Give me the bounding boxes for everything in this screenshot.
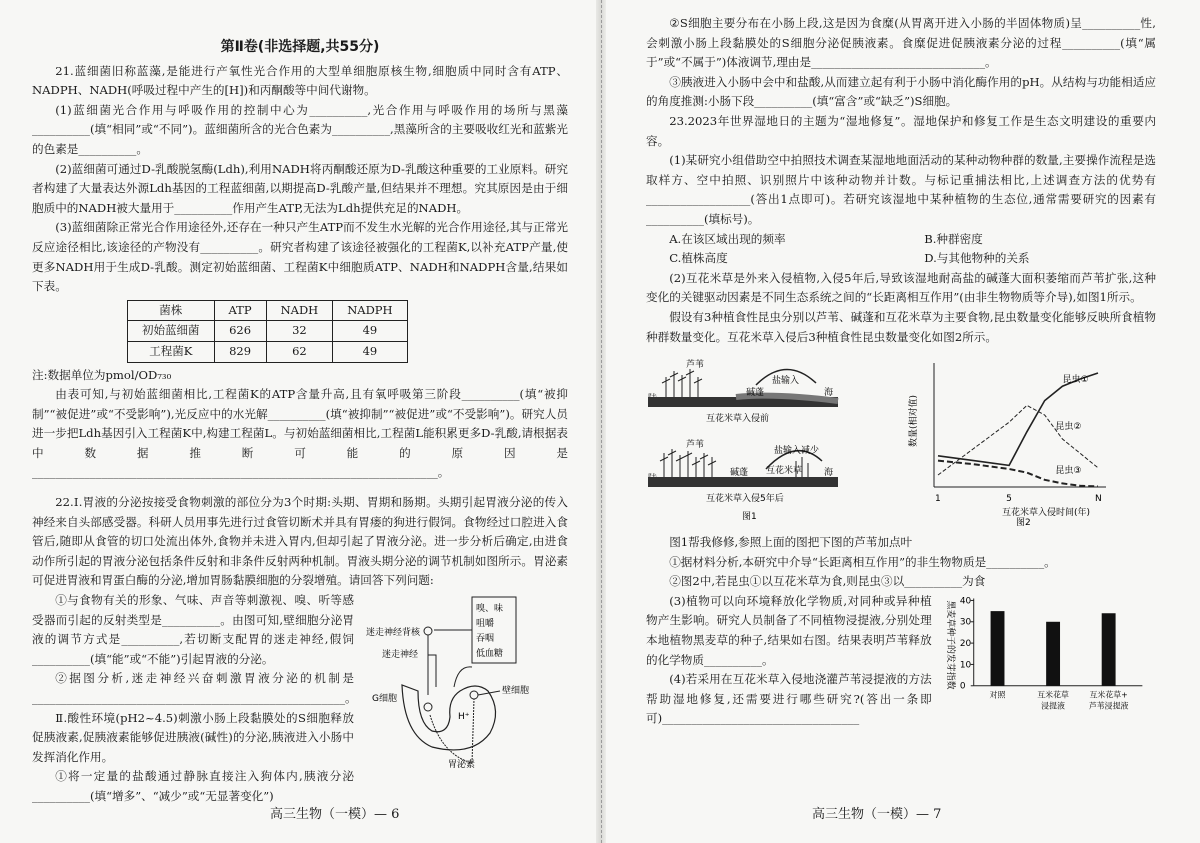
vagal-nucleus-label: 迷走神经背核 bbox=[366, 628, 421, 639]
table-header-row bbox=[128, 300, 408, 321]
q23-part4: (4)若采用在互花米草入侵地浇灌芦苇浸提液的方法帮助湿地修复,还需要进行哪些研究?(答出一条即可)__________________________________ bbox=[646, 672, 932, 726]
bar-category-label: 芦苇浸提液 bbox=[1088, 701, 1129, 711]
series-label: 昆虫① bbox=[1062, 375, 1089, 386]
q23-part3: 假设有3种植食性昆虫分别以芦苇、碱蓬和互花米草为主要食物,昆虫数量变化能够反映所食植物种群数量变化。互花米草入侵后3种植食性昆虫数量变化如图2所示。 bbox=[646, 309, 1156, 344]
fig-note: 图1帮我修修,参照上面的图把下图的芦苇加点叶 bbox=[669, 535, 913, 550]
page-fold bbox=[596, 0, 606, 843]
q22-sub1: ①与食物有关的形象、气味、声音等刺激视、嗅、听等感受器而引起的反射类型是__________。由图可知,壁细胞分泌胃液的调节方式是__________,若切断支配胃的迷走神经,假饲__________(填“能”或“不能”)引起胃液的分泌。 bbox=[32, 593, 354, 666]
bar-category-label: 对照 bbox=[989, 690, 1006, 700]
series-label: 昆虫③ bbox=[1055, 466, 1082, 477]
series-group bbox=[938, 373, 1098, 486]
table-cell: 工程菌K bbox=[128, 341, 215, 362]
right-page bbox=[606, 0, 1200, 843]
reed-label: 芦苇 bbox=[686, 440, 705, 451]
x-tick-label: N bbox=[1095, 494, 1102, 505]
figure-1-caption: 图1 bbox=[742, 512, 757, 523]
q21-part4: 由表可知,与初始蓝细菌相比,工程菌K的ATP含量升高,且有氧呼吸第三阶段__________(填“被抑制”“被促进”或“不受影响”),光反应中的水光解__________(填“被抑制”“被促进”或“不受影响”)。研究人员进一步把Ldh基因引入工程菌K中,构建工程菌L。与初始蓝细菌相比,工程菌L能积累更多D-乳酸,请根据表中数据推断可能的原因是______________________________________________________________________。 bbox=[32, 387, 568, 480]
table-cell: 626 bbox=[214, 321, 266, 342]
bar-ytick-label: 10 bbox=[959, 660, 971, 671]
before-caption: 互花米草入侵前 bbox=[706, 414, 770, 425]
x-tick-label: 1 bbox=[935, 494, 941, 505]
vagus-nerve-label: 迷走神经 bbox=[382, 650, 419, 661]
table-header: ATP bbox=[214, 300, 266, 321]
stimulus-line: 咀嚼 bbox=[476, 619, 495, 630]
table-cell: 初始蓝细菌 bbox=[128, 321, 215, 342]
suaeda-label: 碱蓬 bbox=[730, 468, 749, 479]
table-header: 菌株 bbox=[128, 300, 215, 321]
bar bbox=[990, 611, 1004, 686]
table-row bbox=[128, 321, 408, 342]
q21-intro: 21.蓝细菌旧称蓝藻,是能进行产氧性光合作用的大型单细胞原核生物,细胞质中同时含有ATP、NADPH、NADH(呼吸过程中产生的[H])和丙酮酸等中间代谢物。 bbox=[32, 63, 568, 98]
q23-sub-a: ①据材料分析,本研究中介导“长距离相互作用”的非生物物质是__________。 bbox=[669, 554, 1056, 569]
reed-label: 芦苇 bbox=[686, 360, 705, 371]
series-label: 昆虫② bbox=[1055, 422, 1082, 433]
bar-category-label: 浸提液 bbox=[1040, 701, 1065, 711]
q23-options bbox=[646, 230, 1156, 269]
strain-table bbox=[127, 300, 408, 363]
table-cell: 62 bbox=[266, 341, 333, 362]
stimulus-line: 低血糖 bbox=[476, 649, 504, 660]
parietal-cell-marker bbox=[470, 691, 478, 699]
fig1-after bbox=[648, 438, 838, 504]
q23-part1: (1)某研究小组借助空中拍照技术调查某湿地地面活动的某种动物种群的数量,主要操作流程是选取样方、空中拍照、识别照片中该种动物并计数。与标记重捕法相比,上述调查方法的优势有__________________(答出1点即可)。若研究该湿地中某种植物的生态位,通常需要研究的因素有__________(填标号)。 bbox=[646, 153, 1156, 226]
hplus-label: H⁺ bbox=[458, 712, 470, 723]
x-axis-label: 互花米草入侵时间(年) bbox=[1002, 508, 1091, 519]
table-cell: 32 bbox=[266, 321, 333, 342]
nucleus-marker bbox=[424, 627, 432, 635]
q22-sub2: ②据图分析,迷走神经兴奋刺激胃液分泌的机制是______________________________________________________。 bbox=[32, 671, 357, 705]
esophagus bbox=[454, 667, 472, 687]
suaeda-label: 碱蓬 bbox=[746, 388, 765, 399]
left-page bbox=[0, 0, 594, 843]
fig1-before bbox=[648, 358, 838, 424]
parietal-cell-label: 壁细胞 bbox=[502, 686, 530, 697]
after-caption: 互花米草入侵5年后 bbox=[706, 494, 784, 505]
table-header: NADH bbox=[266, 300, 333, 321]
series-line bbox=[938, 405, 1098, 475]
g-cell-marker bbox=[424, 703, 432, 711]
page-footer-right: 高三生物（一模）— 7 bbox=[812, 807, 942, 823]
q23-intro: 23.2023年世界湿地日的主题为“湿地修复”。湿地保护和修复工作是生态文明建设的重要内容。 bbox=[646, 113, 1156, 148]
q22-intro: 22.Ⅰ.胃液的分泌按接受食物刺激的部位分为3个时期:头期、胃期和肠期。头期引起胃液分泌的传入神经来自头部感受器。科研人员用事先进行过食管切断术并具有胃瘘的狗进行假饲。食物经过口腔进入食管后,随即从食管的切口处流出体外,食物并未进入胃内,但却引起了胃液分泌。进一步分析后确定,由进食动作所引起的胃液分泌包括条件反射和非条件反射两种机制。胃液头期分泌的调节机制如图所示。胃泌素可促进胃液和胃蛋白酶的分泌,增加胃肠黏膜细胞的分裂增殖。请回答下列问题: bbox=[32, 495, 568, 588]
ground-band bbox=[648, 477, 838, 487]
figure-1 bbox=[646, 357, 856, 527]
table-row bbox=[128, 341, 408, 362]
spartina-label: 互花米草 bbox=[766, 466, 803, 477]
series-line bbox=[938, 373, 1098, 465]
figures-row bbox=[646, 357, 1156, 527]
section-title: 第Ⅱ卷(非选择题,共55分) bbox=[220, 39, 380, 55]
insect-line-chart bbox=[906, 357, 1156, 527]
q22-ii-sub2: ②S细胞主要分布在小肠上段,这是因为食糜(从胃离开进入小肠的半固体物质)呈__________性,会刺激小肠上段黏膜处的S细胞分泌促胰液素。食糜促进促胰液素分泌的过程__________(填“属于”或“不属于”)体液调节,理由是______________________________。 bbox=[646, 16, 1156, 70]
reed-stems bbox=[666, 369, 698, 397]
option-b: B.种群密度 bbox=[924, 231, 983, 246]
q22-text-column bbox=[32, 591, 357, 807]
bar-ytick-label: 40 bbox=[959, 596, 971, 607]
stimulus-line: 吞咽 bbox=[476, 634, 495, 645]
gastric-regulation-diagram bbox=[362, 595, 562, 770]
q23-part3-text bbox=[646, 592, 932, 729]
table-header: NADPH bbox=[333, 300, 407, 321]
option-a: A.在该区域出现的频率 bbox=[669, 231, 786, 246]
bar bbox=[1101, 613, 1115, 686]
option-c: C.植株高度 bbox=[669, 251, 728, 266]
bar-y-label: 黑麦草种子的发芽指数 bbox=[944, 600, 955, 690]
q23-sub-b: ②图2中,若昆虫①以互花米草为食,则昆虫③以__________为食 bbox=[669, 574, 986, 589]
q21-part1: (1)蓝细菌光合作用与呼吸作用的控制中心为__________,光合作用与呼吸作用的场所与黑藻__________(填“相同”或“不同”)。蓝细菌所含的光合色素为__________,黑藻所含的主要吸收红光和蓝紫光的色素是__________。 bbox=[32, 102, 568, 156]
chart-caption: 图2 bbox=[1016, 518, 1031, 528]
bar-ytick-label: 0 bbox=[959, 681, 966, 692]
bar-category-label: 互米花草+ bbox=[1089, 690, 1128, 700]
y-axis-label: 数量(相对值) bbox=[909, 395, 919, 448]
q22-sub3: ①将一定量的盐酸通过静脉直接注入狗体内,胰液分泌__________(填“增多”、“减少”或“无显著变化”) bbox=[32, 769, 354, 803]
table-note: 注:数据单位为pmol/OD₇₃₀ bbox=[32, 367, 172, 382]
q23-part3-3: (3)植物可以向环境释放化学物质,对同种或异种植物产生影响。研究人员制备了不同植物浸提液,分别处理本地植物黑麦草的种子,结果如右图。结果表明芦苇释放的化学物质__________。 bbox=[646, 593, 932, 667]
bar-ytick-group bbox=[960, 596, 974, 691]
q22-ii-sub3: ③胰液进入小肠中会中和盐酸,从而建立起有利于小肠中消化酶作用的pH。从结构与功能相适应的角度推测:小肠下段__________(填“富含”或“缺乏”)S细胞。 bbox=[646, 74, 1156, 109]
q22-with-diagram bbox=[32, 591, 568, 807]
q23-part3-row bbox=[646, 592, 1156, 729]
bar-group bbox=[989, 611, 1128, 710]
q21-part3: (3)蓝细菌除正常光合作用途径外,还存在一种只产生ATP而不发生水光解的光合作用途径,其与正常光反应途径相比,该途径的产物没有__________。研究者构建了该途径被强化的工程菌K,以补充ATP产量,使更多NADH用于生成D-乳酸。测定初始蓝细菌、工程菌K中细胞质ATP、NADH和NADPH含量,结果如下表。 bbox=[32, 220, 568, 294]
table-cell: 829 bbox=[214, 341, 266, 362]
x-tick-group bbox=[935, 494, 1102, 504]
salt-input-label: 盐输入 bbox=[772, 376, 800, 387]
stimulus-line: 嗅、味 bbox=[476, 604, 504, 615]
g-cell-label: G细胞 bbox=[372, 694, 397, 705]
table-cell: 49 bbox=[333, 341, 407, 362]
bar-ytick-label: 30 bbox=[959, 617, 971, 628]
q23-part2: (2)互花米草是外来入侵植物,入侵5年后,导致该湿地耐高盐的碱蓬大面积萎缩而芦苇扩张,这种变化的关键驱动因素是不同生态系统之间的“长距离相互作用”(由非生物物质等介导),如图1所示。 bbox=[646, 270, 1156, 305]
salt-reduced-label: 盐输入减少 bbox=[774, 446, 820, 457]
q22-part2: Ⅱ.酸性环境(pH2~4.5)刺激小肠上段黏膜处的S细胞释放促胰液素,促胰液素能够促进胰液(碱性)的分泌,胰液进入小肠中发挥消化作用。 bbox=[32, 710, 354, 764]
x-tick-label: 5 bbox=[1006, 494, 1012, 505]
table-cell: 49 bbox=[333, 321, 407, 342]
sea-label: 海 bbox=[824, 388, 834, 399]
bar-ytick-label: 20 bbox=[959, 638, 971, 649]
bar bbox=[1046, 622, 1060, 686]
q21-part2: (2)蓝细菌可通过D-乳酸脱氢酶(Ldh),利用NADH将丙酮酸还原为D-乳酸这种重要的工业原料。研究者构建了大量表达外源Ldh基因的工程蓝细菌,以期提高D-乳酸产量,但结果并不理想。究其原因是由于细胞质中的NADH被大量用于__________作用产生ATP,无法为Ldh提供充足的NADH。 bbox=[32, 161, 568, 215]
gastrin-label: 胃泌素 bbox=[448, 760, 476, 771]
page-footer-left: 高三生物（一模）— 6 bbox=[270, 807, 400, 823]
sea-label: 海 bbox=[824, 468, 834, 479]
germination-bar-chart bbox=[938, 592, 1156, 722]
bar-category-label: 互米花草 bbox=[1036, 690, 1069, 700]
gastrin-path bbox=[430, 699, 474, 763]
vagus-nerve-line bbox=[428, 635, 436, 695]
option-d: D.与其他物种的关系 bbox=[924, 251, 1030, 266]
